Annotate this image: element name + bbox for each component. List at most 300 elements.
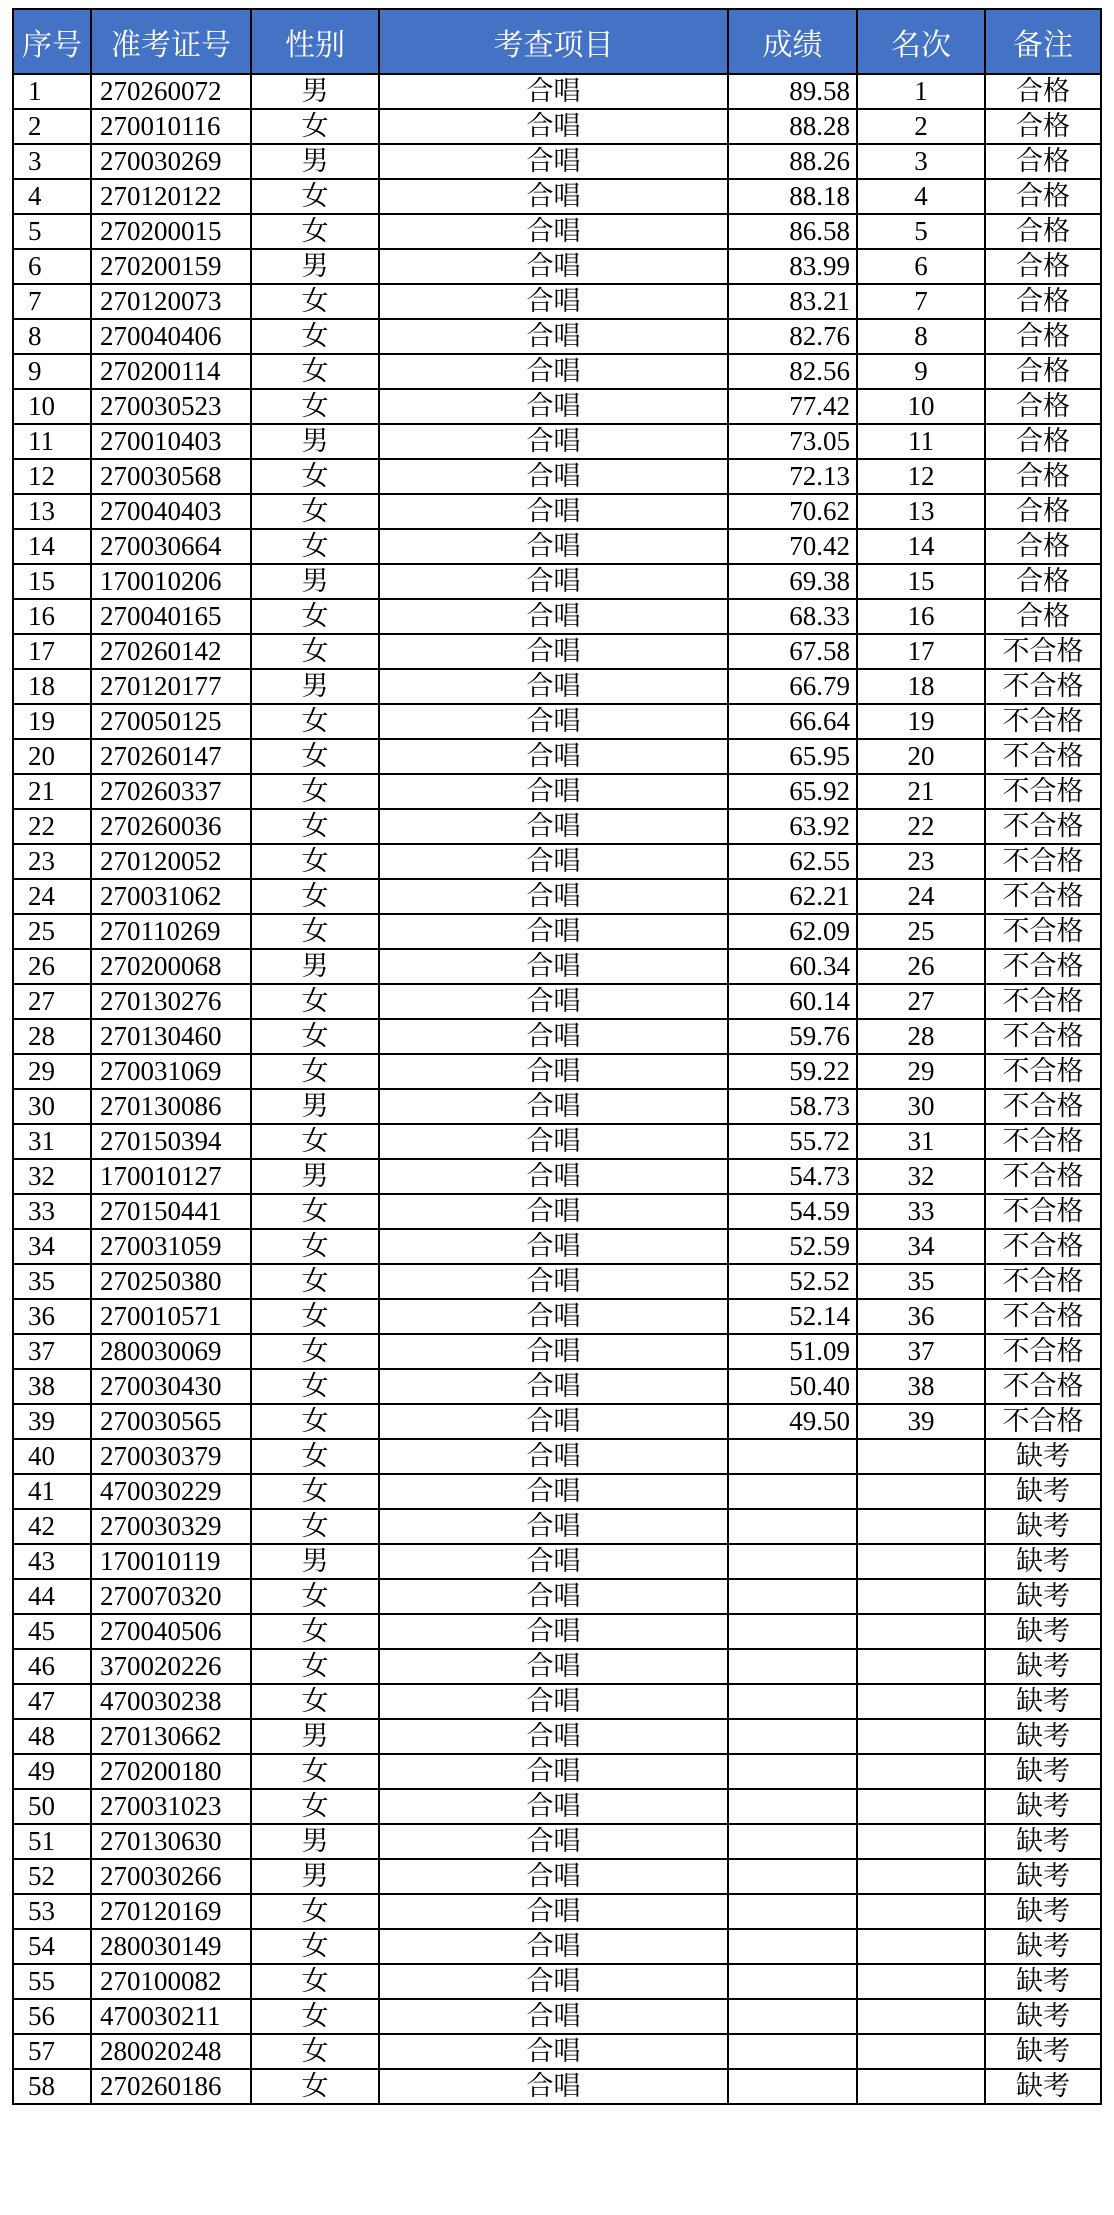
exam-id-cell: 270030565 [91, 1404, 251, 1439]
gender-cell: 女 [251, 354, 379, 389]
remark-cell: 不合格 [985, 914, 1101, 949]
exam-item-cell: 合唱 [379, 459, 728, 494]
score-cell [728, 1999, 857, 2034]
serial-cell: 15 [13, 564, 91, 599]
score-cell: 83.21 [728, 284, 857, 319]
exam-id-cell: 270130662 [91, 1719, 251, 1754]
gender-cell: 女 [251, 529, 379, 564]
remark-cell: 缺考 [985, 1474, 1101, 1509]
serial-cell: 38 [13, 1369, 91, 1404]
remark-cell: 合格 [985, 214, 1101, 249]
exam-item-cell: 合唱 [379, 1124, 728, 1159]
exam-item-cell: 合唱 [379, 1859, 728, 1894]
exam-item-cell: 合唱 [379, 529, 728, 564]
score-cell [728, 1894, 857, 1929]
serial-cell: 11 [13, 424, 91, 459]
rank-cell [857, 1649, 985, 1684]
exam-item-cell: 合唱 [379, 1929, 728, 1964]
remark-cell: 缺考 [985, 1929, 1101, 1964]
table-row [13, 1264, 1101, 1299]
exam-id-cell: 270110269 [91, 914, 251, 949]
serial-cell: 33 [13, 1194, 91, 1229]
exam-item-cell: 合唱 [379, 2069, 728, 2104]
rank-cell [857, 1894, 985, 1929]
exam-id-cell: 170010119 [91, 1544, 251, 1579]
serial-cell: 34 [13, 1229, 91, 1264]
score-cell: 62.55 [728, 844, 857, 879]
gender-cell: 女 [251, 459, 379, 494]
remark-cell: 不合格 [985, 1089, 1101, 1124]
gender-cell: 女 [251, 1334, 379, 1369]
table-row [13, 1859, 1101, 1894]
rank-cell [857, 2034, 985, 2069]
gender-cell: 女 [251, 2069, 379, 2104]
rank-cell: 29 [857, 1054, 985, 1089]
score-cell: 51.09 [728, 1334, 857, 1369]
exam-item-cell: 合唱 [379, 1404, 728, 1439]
exam-id-cell: 270030568 [91, 459, 251, 494]
gender-cell: 女 [251, 1474, 379, 1509]
rank-cell [857, 1789, 985, 1824]
remark-cell: 合格 [985, 284, 1101, 319]
serial-cell: 13 [13, 494, 91, 529]
rank-cell [857, 1614, 985, 1649]
serial-cell: 32 [13, 1159, 91, 1194]
score-cell: 70.62 [728, 494, 857, 529]
rank-cell: 10 [857, 389, 985, 424]
exam-id-cell: 270130460 [91, 1019, 251, 1054]
remark-cell: 不合格 [985, 949, 1101, 984]
table-row [13, 1964, 1101, 1999]
table-row [13, 109, 1101, 144]
rank-cell: 9 [857, 354, 985, 389]
score-cell [728, 2034, 857, 2069]
score-cell [728, 1929, 857, 1964]
table-row [13, 2069, 1101, 2104]
exam-item-cell: 合唱 [379, 914, 728, 949]
remark-cell: 缺考 [985, 1719, 1101, 1754]
exam-id-cell: 470030229 [91, 1474, 251, 1509]
exam-id-cell: 270010571 [91, 1299, 251, 1334]
score-cell: 82.76 [728, 319, 857, 354]
exam-item-cell: 合唱 [379, 774, 728, 809]
serial-cell: 17 [13, 634, 91, 669]
exam-id-cell: 370020226 [91, 1649, 251, 1684]
exam-item-cell: 合唱 [379, 1054, 728, 1089]
table-row [13, 1124, 1101, 1159]
exam-item-cell: 合唱 [379, 284, 728, 319]
remark-cell: 合格 [985, 319, 1101, 354]
gender-cell: 女 [251, 879, 379, 914]
score-cell [728, 1684, 857, 1719]
rank-cell: 20 [857, 739, 985, 774]
serial-cell: 14 [13, 529, 91, 564]
exam-item-cell: 合唱 [379, 949, 728, 984]
exam-item-cell: 合唱 [379, 1439, 728, 1474]
serial-cell: 40 [13, 1439, 91, 1474]
table-row [13, 914, 1101, 949]
exam-item-cell: 合唱 [379, 634, 728, 669]
table-row [13, 564, 1101, 599]
score-cell: 65.95 [728, 739, 857, 774]
remark-cell: 缺考 [985, 1824, 1101, 1859]
score-cell [728, 1544, 857, 1579]
rank-cell [857, 1824, 985, 1859]
col-header-serial: 序号 [13, 9, 91, 74]
score-cell [728, 1649, 857, 1684]
table-row [13, 2034, 1101, 2069]
exam-item-cell: 合唱 [379, 1159, 728, 1194]
exam-item-cell: 合唱 [379, 1089, 728, 1124]
exam-id-cell: 470030238 [91, 1684, 251, 1719]
table-row [13, 1614, 1101, 1649]
exam-id-cell: 270200068 [91, 949, 251, 984]
score-cell: 77.42 [728, 389, 857, 424]
gender-cell: 男 [251, 1089, 379, 1124]
exam-id-cell: 270130276 [91, 984, 251, 1019]
remark-cell: 缺考 [985, 2069, 1101, 2104]
exam-id-cell: 280030069 [91, 1334, 251, 1369]
serial-cell: 28 [13, 1019, 91, 1054]
rank-cell [857, 1579, 985, 1614]
exam-id-cell: 270150441 [91, 1194, 251, 1229]
remark-cell: 缺考 [985, 2034, 1101, 2069]
gender-cell: 女 [251, 2034, 379, 2069]
exam-id-cell: 270030430 [91, 1369, 251, 1404]
score-cell: 89.58 [728, 74, 857, 109]
rank-cell: 5 [857, 214, 985, 249]
score-cell: 70.42 [728, 529, 857, 564]
exam-item-cell: 合唱 [379, 249, 728, 284]
exam-item-cell: 合唱 [379, 1964, 728, 1999]
table-row [13, 1299, 1101, 1334]
table-row [13, 1894, 1101, 1929]
score-cell: 72.13 [728, 459, 857, 494]
serial-cell: 4 [13, 179, 91, 214]
table-row [13, 809, 1101, 844]
serial-cell: 56 [13, 1999, 91, 2034]
table-row [13, 984, 1101, 1019]
score-cell [728, 1474, 857, 1509]
gender-cell: 男 [251, 74, 379, 109]
rank-cell: 38 [857, 1369, 985, 1404]
remark-cell: 不合格 [985, 1159, 1101, 1194]
exam-id-cell: 270100082 [91, 1964, 251, 1999]
serial-cell: 16 [13, 599, 91, 634]
exam-item-cell: 合唱 [379, 179, 728, 214]
score-cell [728, 1824, 857, 1859]
gender-cell: 男 [251, 1544, 379, 1579]
table-row [13, 1544, 1101, 1579]
exam-item-cell: 合唱 [379, 1509, 728, 1544]
exam-item-cell: 合唱 [379, 494, 728, 529]
gender-cell: 男 [251, 1859, 379, 1894]
gender-cell: 女 [251, 1299, 379, 1334]
remark-cell: 缺考 [985, 1859, 1101, 1894]
score-cell: 88.18 [728, 179, 857, 214]
rank-cell: 2 [857, 109, 985, 144]
exam-id-cell: 270250380 [91, 1264, 251, 1299]
serial-cell: 27 [13, 984, 91, 1019]
exam-id-cell: 270031059 [91, 1229, 251, 1264]
rank-cell: 8 [857, 319, 985, 354]
score-cell: 60.14 [728, 984, 857, 1019]
rank-cell: 12 [857, 459, 985, 494]
col-header-exam-item: 考查项目 [379, 9, 728, 74]
remark-cell: 缺考 [985, 1789, 1101, 1824]
score-cell [728, 1964, 857, 1999]
table-row [13, 424, 1101, 459]
exam-id-cell: 270010116 [91, 109, 251, 144]
exam-item-cell: 合唱 [379, 599, 728, 634]
score-cell: 68.33 [728, 599, 857, 634]
gender-cell: 女 [251, 599, 379, 634]
score-cell: 59.76 [728, 1019, 857, 1054]
serial-cell: 42 [13, 1509, 91, 1544]
table-row [13, 774, 1101, 809]
rank-cell [857, 1544, 985, 1579]
gender-cell: 男 [251, 1824, 379, 1859]
rank-cell: 11 [857, 424, 985, 459]
col-header-remark: 备注 [985, 9, 1101, 74]
score-cell [728, 1754, 857, 1789]
score-cell: 63.92 [728, 809, 857, 844]
remark-cell: 不合格 [985, 1124, 1101, 1159]
score-cell: 54.73 [728, 1159, 857, 1194]
rank-cell: 4 [857, 179, 985, 214]
serial-cell: 1 [13, 74, 91, 109]
rank-cell: 23 [857, 844, 985, 879]
exam-id-cell: 270260186 [91, 2069, 251, 2104]
gender-cell: 女 [251, 1999, 379, 2034]
remark-cell: 不合格 [985, 1054, 1101, 1089]
exam-id-cell: 270030266 [91, 1859, 251, 1894]
table-row [13, 144, 1101, 179]
exam-item-cell: 合唱 [379, 1544, 728, 1579]
score-cell: 66.79 [728, 669, 857, 704]
score-cell: 62.09 [728, 914, 857, 949]
serial-cell: 8 [13, 319, 91, 354]
gender-cell: 女 [251, 1894, 379, 1929]
gender-cell: 女 [251, 774, 379, 809]
serial-cell: 41 [13, 1474, 91, 1509]
exam-item-cell: 合唱 [379, 144, 728, 179]
table-row [13, 634, 1101, 669]
remark-cell: 不合格 [985, 634, 1101, 669]
table-row [13, 1824, 1101, 1859]
rank-cell: 37 [857, 1334, 985, 1369]
gender-cell: 女 [251, 1229, 379, 1264]
rank-cell [857, 1439, 985, 1474]
exam-item-cell: 合唱 [379, 1999, 728, 2034]
serial-cell: 54 [13, 1929, 91, 1964]
exam-id-cell: 270120177 [91, 669, 251, 704]
exam-item-cell: 合唱 [379, 1824, 728, 1859]
rank-cell: 22 [857, 809, 985, 844]
rank-cell: 18 [857, 669, 985, 704]
gender-cell: 女 [251, 634, 379, 669]
serial-cell: 46 [13, 1649, 91, 1684]
serial-cell: 50 [13, 1789, 91, 1824]
rank-cell: 35 [857, 1264, 985, 1299]
rank-cell: 13 [857, 494, 985, 529]
gender-cell: 女 [251, 1264, 379, 1299]
exam-id-cell: 270130086 [91, 1089, 251, 1124]
exam-id-cell: 270260142 [91, 634, 251, 669]
gender-cell: 女 [251, 704, 379, 739]
exam-item-cell: 合唱 [379, 1894, 728, 1929]
gender-cell: 男 [251, 1159, 379, 1194]
remark-cell: 合格 [985, 109, 1101, 144]
serial-cell: 53 [13, 1894, 91, 1929]
serial-cell: 10 [13, 389, 91, 424]
table-row [13, 1474, 1101, 1509]
rank-cell: 39 [857, 1404, 985, 1439]
remark-cell: 不合格 [985, 1264, 1101, 1299]
serial-cell: 21 [13, 774, 91, 809]
serial-cell: 7 [13, 284, 91, 319]
score-cell: 49.50 [728, 1404, 857, 1439]
rank-cell [857, 2069, 985, 2104]
table-row [13, 529, 1101, 564]
exam-id-cell: 270120073 [91, 284, 251, 319]
exam-item-cell: 合唱 [379, 424, 728, 459]
rank-cell [857, 1474, 985, 1509]
score-cell: 83.99 [728, 249, 857, 284]
exam-id-cell: 270200114 [91, 354, 251, 389]
serial-cell: 5 [13, 214, 91, 249]
remark-cell: 不合格 [985, 669, 1101, 704]
gender-cell: 女 [251, 1789, 379, 1824]
exam-item-cell: 合唱 [379, 1369, 728, 1404]
serial-cell: 43 [13, 1544, 91, 1579]
remark-cell: 缺考 [985, 1894, 1101, 1929]
score-cell [728, 2069, 857, 2104]
score-cell: 88.26 [728, 144, 857, 179]
gender-cell: 女 [251, 1649, 379, 1684]
gender-cell: 女 [251, 109, 379, 144]
remark-cell: 不合格 [985, 984, 1101, 1019]
exam-id-cell: 270120122 [91, 179, 251, 214]
exam-item-cell: 合唱 [379, 1684, 728, 1719]
exam-id-cell: 270200015 [91, 214, 251, 249]
serial-cell: 35 [13, 1264, 91, 1299]
score-cell: 60.34 [728, 949, 857, 984]
exam-id-cell: 280020248 [91, 2034, 251, 2069]
rank-cell [857, 1964, 985, 1999]
table-row [13, 214, 1101, 249]
exam-id-cell: 270150394 [91, 1124, 251, 1159]
score-cell: 52.14 [728, 1299, 857, 1334]
exam-id-cell: 270070320 [91, 1579, 251, 1614]
table-row [13, 1929, 1101, 1964]
remark-cell: 不合格 [985, 844, 1101, 879]
exam-item-cell: 合唱 [379, 1579, 728, 1614]
rank-cell [857, 1999, 985, 2034]
remark-cell: 缺考 [985, 1439, 1101, 1474]
exam-id-cell: 270040403 [91, 494, 251, 529]
score-cell: 52.59 [728, 1229, 857, 1264]
exam-id-cell: 270260072 [91, 74, 251, 109]
exam-item-cell: 合唱 [379, 1789, 728, 1824]
table-row [13, 669, 1101, 704]
gender-cell: 女 [251, 494, 379, 529]
gender-cell: 女 [251, 1614, 379, 1649]
exam-id-cell: 270120052 [91, 844, 251, 879]
exam-item-cell: 合唱 [379, 1019, 728, 1054]
gender-cell: 女 [251, 809, 379, 844]
gender-cell: 女 [251, 179, 379, 214]
serial-cell: 18 [13, 669, 91, 704]
serial-cell: 19 [13, 704, 91, 739]
exam-item-cell: 合唱 [379, 1334, 728, 1369]
remark-cell: 合格 [985, 424, 1101, 459]
serial-cell: 51 [13, 1824, 91, 1859]
remark-cell: 合格 [985, 599, 1101, 634]
table-row [13, 1999, 1101, 2034]
exam-id-cell: 270031069 [91, 1054, 251, 1089]
exam-item-cell: 合唱 [379, 109, 728, 144]
rank-cell: 19 [857, 704, 985, 739]
gender-cell: 女 [251, 1509, 379, 1544]
rank-cell: 24 [857, 879, 985, 914]
serial-cell: 39 [13, 1404, 91, 1439]
remark-cell: 合格 [985, 144, 1101, 179]
exam-id-cell: 270030523 [91, 389, 251, 424]
gender-cell: 女 [251, 739, 379, 774]
table-row [13, 1754, 1101, 1789]
gender-cell: 女 [251, 1194, 379, 1229]
serial-cell: 36 [13, 1299, 91, 1334]
gender-cell: 女 [251, 214, 379, 249]
score-cell: 69.38 [728, 564, 857, 599]
exam-item-cell: 合唱 [379, 809, 728, 844]
serial-cell: 37 [13, 1334, 91, 1369]
table-row [13, 319, 1101, 354]
table-row [13, 494, 1101, 529]
col-header-score: 成绩 [728, 9, 857, 74]
exam-id-cell: 270010403 [91, 424, 251, 459]
gender-cell: 女 [251, 319, 379, 354]
gender-cell: 男 [251, 1719, 379, 1754]
serial-cell: 29 [13, 1054, 91, 1089]
exam-id-cell: 270260337 [91, 774, 251, 809]
remark-cell: 缺考 [985, 1684, 1101, 1719]
exam-item-cell: 合唱 [379, 1264, 728, 1299]
exam-id-cell: 270030329 [91, 1509, 251, 1544]
serial-cell: 26 [13, 949, 91, 984]
gender-cell: 女 [251, 284, 379, 319]
exam-id-cell: 270031023 [91, 1789, 251, 1824]
remark-cell: 合格 [985, 354, 1101, 389]
exam-item-cell: 合唱 [379, 564, 728, 599]
rank-cell: 17 [857, 634, 985, 669]
exam-id-cell: 270040165 [91, 599, 251, 634]
rank-cell: 32 [857, 1159, 985, 1194]
serial-cell: 3 [13, 144, 91, 179]
exam-item-cell: 合唱 [379, 1649, 728, 1684]
score-cell: 62.21 [728, 879, 857, 914]
serial-cell: 25 [13, 914, 91, 949]
remark-cell: 缺考 [985, 1999, 1101, 2034]
score-cell: 65.92 [728, 774, 857, 809]
rank-cell: 7 [857, 284, 985, 319]
exam-id-cell: 170010127 [91, 1159, 251, 1194]
rank-cell: 34 [857, 1229, 985, 1264]
serial-cell: 20 [13, 739, 91, 774]
serial-cell: 31 [13, 1124, 91, 1159]
table-row [13, 1194, 1101, 1229]
